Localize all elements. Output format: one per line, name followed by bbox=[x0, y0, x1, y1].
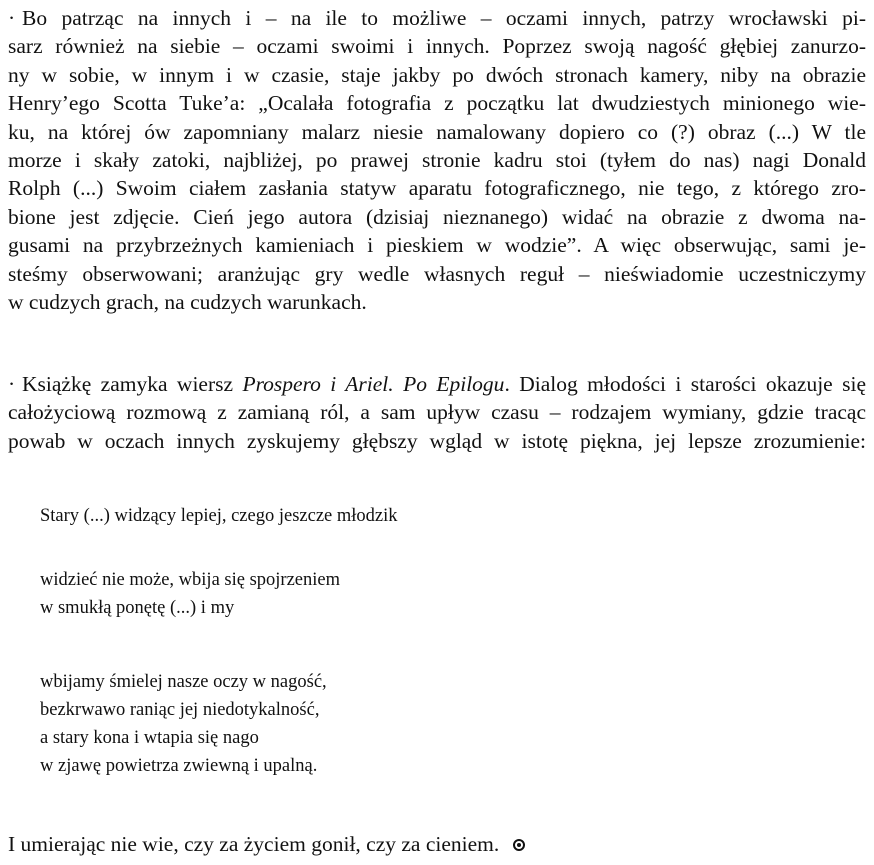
text-line: Henry’ego Scotta Tuke’a: „Ocalała fotografia z początku lat dwudziestych minionego wie- bbox=[8, 91, 866, 116]
poem-line: w smukłą ponętę (...) i my bbox=[40, 598, 235, 618]
poem-stanza-1 bbox=[40, 502, 398, 530]
bullet-icon: · bbox=[8, 372, 16, 396]
poem-title: Prospero i Ariel. Po Epilogu bbox=[242, 372, 505, 396]
closing-line: I umierając nie wie, czy za życiem gonił, czy za cieniem. bbox=[8, 830, 525, 858]
poem-stanza-3 bbox=[40, 668, 327, 780]
poem-line: wbijamy śmielej nasze oczy w nagość, bbox=[40, 672, 327, 692]
text-line: steśmy obserwowani; aranżując gry wedle własnych reguł – nieświadomie uczestniczymy bbox=[8, 261, 866, 286]
text-line: · Bo patrząc na innych i – na ile to możliwe – oczami innych, patrzy wrocławski pi- bbox=[8, 4, 866, 32]
text-line: ny w sobie, w innym i w czasie, staje jakby po dwóch stronach kamery, niby na obrazie bbox=[8, 62, 866, 87]
text-line: Rolph (...) Swoim ciałem zasłania statyw aparatu fotograficznego, nie tego, z którego zro- bbox=[8, 176, 866, 201]
paragraph-2 bbox=[8, 370, 866, 455]
poem-stanza-2 bbox=[40, 566, 340, 622]
text-line: powab w oczach innych zyskujemy głębszy wgląd w istotę piękna, jej lepsze zrozumienie: bbox=[8, 428, 866, 453]
poem-line: widzieć nie może, wbija się spojrzeniem bbox=[40, 570, 341, 590]
poem-line: w zjawę powietrza zwiewną i upalną. bbox=[40, 756, 318, 776]
text-line: całożyciową rozmową z zamianą ról, a sam upływ czasu – rodzajem wymiany, gdzie tracąc bbox=[8, 400, 866, 425]
poem-line: Stary (...) widzący lepiej, czego jeszcze młodzik bbox=[40, 506, 398, 526]
poem-line: bezkrwawo raniąc jej niedotykalność, bbox=[40, 700, 320, 720]
text-line: ku, na której ów zapomniany malarz niesie namalowany dopiero co (?) obraz (...) W tle bbox=[8, 119, 866, 144]
text-line: morze i skały zatoki, najbliżej, po prawej stronie kadru stoi (tyłem do nas) nagi Donald bbox=[8, 148, 866, 173]
text-line: w cudzych grach, na cudzych warunkach. bbox=[8, 290, 367, 315]
bullet-icon: · bbox=[8, 6, 16, 30]
text-line: sarz również na siebie – oczami swoimi i innych. Poprzez swoją nagość głębiej zanurzo- bbox=[8, 34, 866, 59]
text-line: bione jest zdjęcie. Cień jego autora (dzisiaj nieznanego) widać na obrazie z dwoma na- bbox=[8, 204, 866, 229]
text-line: · Książkę zamyka wiersz Prospero i Ariel. Po Epilogu. Dialog młodości i starości okazuje się bbox=[8, 370, 866, 398]
poem-line: a stary kona i wtapia się nago bbox=[40, 728, 259, 748]
paragraph-1 bbox=[8, 4, 866, 316]
text-line: gusami na przybrzeżnych kamieniach i pieskiem w wodzie”. A więc obserwując, sami je- bbox=[8, 233, 866, 258]
end-of-article-icon bbox=[513, 839, 525, 851]
